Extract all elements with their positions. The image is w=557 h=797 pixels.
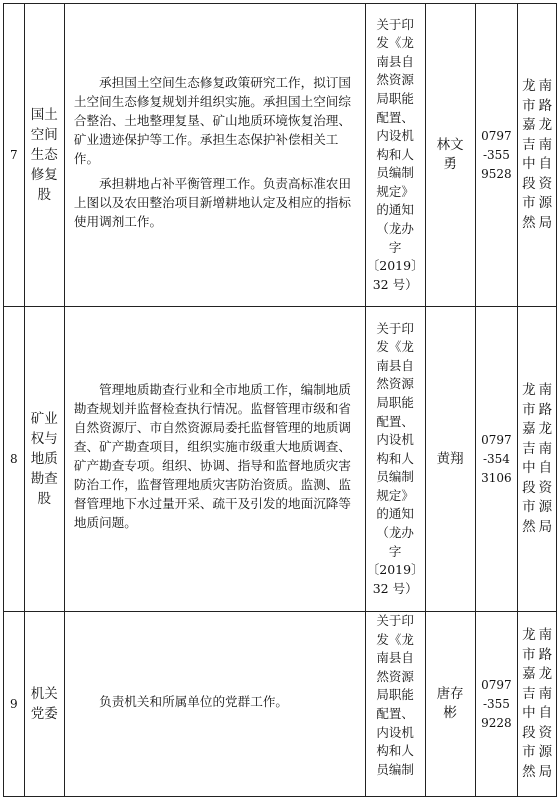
row-number: 9 — [4, 612, 25, 797]
table-row — [4, 4, 557, 307]
address-column: 南 路 龙 南 自 资 源 局 — [538, 382, 553, 535]
address-column: 南 路 龙 南 自 资 源 局 — [538, 627, 553, 780]
department-name: 矿业 权与 地质 勘查 股 — [24, 307, 64, 612]
basis-document: 关于印 发《龙 南县自 然资源 局职能 配置、 内设机 构和人 员编制 规定》 的通知 （龙办 字 〔2019〕 32 号） — [365, 307, 425, 612]
duty-paragraph: 承担国土空间生态修复政策研究工作，拟订国土空间生态修复规划并组织实施。承担国土空间综合整治、土地整理复垦、矿山地质环境恢复治理、矿业遗迹保护等工作。承担生态保护补偿相关工作。 — [73, 75, 351, 166]
basis-document: 关于印 发《龙 南县自 然资源 局职能 配置、 内设机 构和人 员编制 — [365, 612, 425, 797]
row-number: 8 — [4, 307, 25, 612]
phone-number: 0797 -355 9528 — [475, 4, 518, 307]
basis-document: 关于印 发《龙 南县自 然资源 局职能 配置、 内设机 构和人 员编制 规定》 的通知 （龙办 字 〔2019〕 32 号） — [365, 4, 425, 307]
office-address — [518, 612, 557, 797]
duty-paragraph: 管理地质勘查行业和全市地质工作，编制地质勘查规划并监督检查执行情况。监督管理市级和省自然资源厅、市自然资源局委托监督管理的地质调查、矿产勘查项目，组织实施市级重大地质调查、矿产勘查专项。组织、协调、指导和监督地质灾害防治工作，监督管理地质灾害防治资质。监测、监督管理地下水过量开采、疏干及引发的地面沉降等地质问题。 — [73, 382, 351, 530]
responsible-person: 林文 勇 — [425, 4, 475, 307]
duties-cell — [64, 307, 365, 612]
department-table — [3, 3, 557, 797]
address-column: 龙 市 嘉 吉 中 段 市 然 — [522, 627, 536, 780]
table-row — [4, 307, 557, 612]
duty-paragraph: 承担耕地占补平衡管理工作。负责高标准农田上图以及农田整治项目新增耕地认定及相应的指标使用调剂工作。 — [73, 176, 351, 229]
phone-number: 0797 -355 9228 — [475, 612, 518, 797]
duty-paragraph: 负责机关和所属单位的党群工作。 — [99, 693, 289, 709]
duties-cell — [64, 612, 365, 797]
row-number: 7 — [4, 4, 25, 307]
department-name: 机关 党委 — [24, 612, 64, 797]
duties-cell — [64, 4, 365, 307]
office-address — [518, 307, 557, 612]
phone-number: 0797 -354 3106 — [475, 307, 518, 612]
responsible-person: 黄翔 — [425, 307, 475, 612]
table-row — [4, 612, 557, 797]
responsible-person: 唐存 彬 — [425, 612, 475, 797]
department-name: 国土 空间 生态 修复 股 — [24, 4, 64, 307]
address-column: 南 路 龙 南 自 资 源 局 — [538, 78, 553, 231]
office-address — [518, 4, 557, 307]
address-column: 龙 市 嘉 吉 中 段 市 然 — [522, 78, 536, 231]
address-column: 龙 市 嘉 吉 中 段 市 然 — [522, 382, 536, 535]
